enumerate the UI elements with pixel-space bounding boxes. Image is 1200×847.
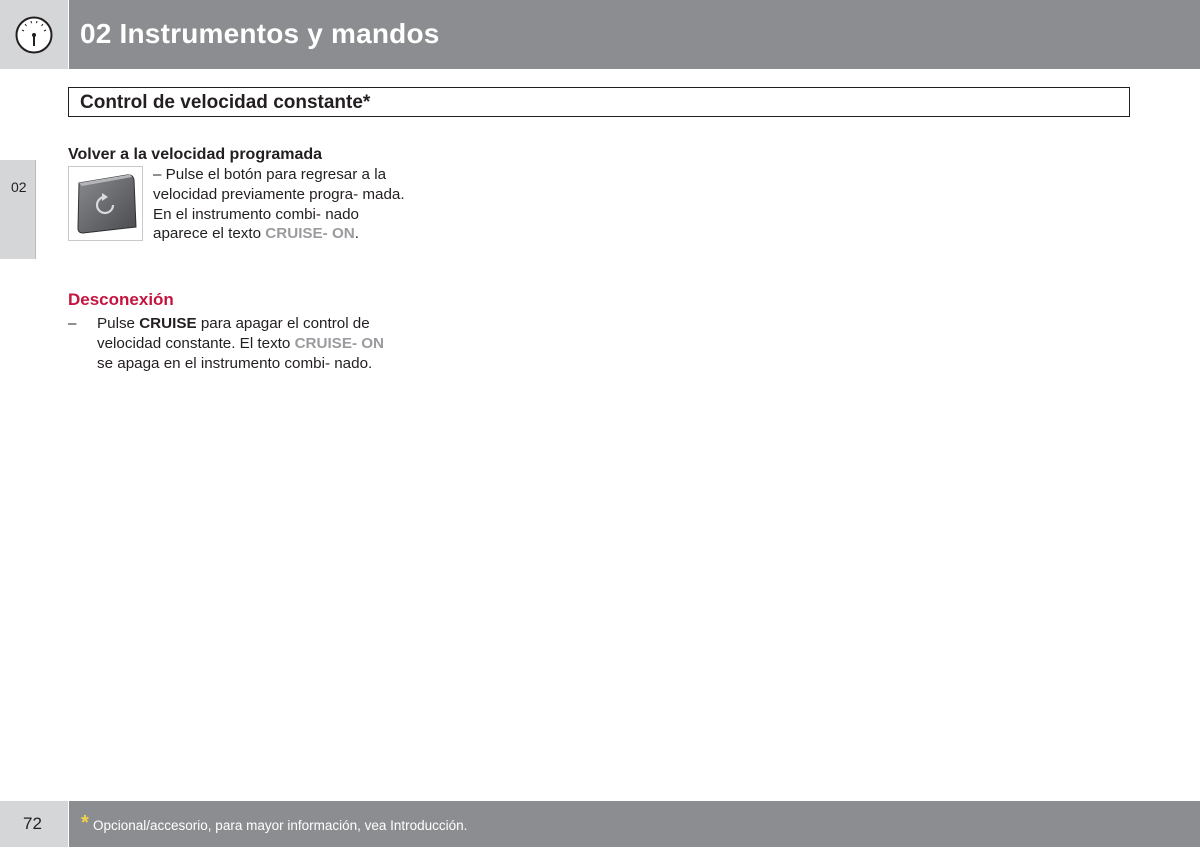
section-title: Control de velocidad constante* bbox=[80, 92, 371, 113]
speedometer-gauge-icon bbox=[15, 16, 53, 54]
disconnect-text-3: se apaga en el instrumento combi- nado. bbox=[97, 354, 373, 372]
resume-text: – Pulse el botón para regresar a la velocidad previamente progra- mada. En el instrumento combi- nado aparece el texto bbox=[153, 166, 405, 243]
page-number: 72 bbox=[23, 814, 42, 833]
disconnect-text-1: Pulse bbox=[97, 315, 140, 332]
resume-instruction bbox=[153, 165, 408, 244]
cruise-button-label: CRUISE bbox=[139, 315, 197, 332]
resume-heading: Volver a la velocidad programada bbox=[68, 146, 323, 163]
disconnect-heading: Desconexión bbox=[68, 290, 174, 309]
chapter-title: 02 Instrumentos y mandos bbox=[80, 18, 440, 49]
footer-page-cell bbox=[0, 801, 68, 847]
disconnect-instruction bbox=[97, 314, 397, 373]
footer-bar bbox=[69, 801, 1200, 847]
cruise-on-indicator-text: CRUISE- ON bbox=[265, 225, 355, 243]
header-icon-cell bbox=[0, 0, 68, 69]
list-dash: – bbox=[68, 315, 77, 332]
disconnect-text-2: para apagar el control de velocidad constante. El texto bbox=[97, 315, 370, 352]
section-title-box bbox=[68, 87, 1130, 117]
resume-arrow-icon bbox=[69, 167, 144, 242]
resume-button-illustration bbox=[68, 166, 143, 241]
footnote-text: Opcional/accesorio, para mayor información, vea Introducción. bbox=[93, 818, 468, 833]
cruise-on-indicator-text: CRUISE- ON bbox=[294, 334, 385, 352]
chapter-side-tab bbox=[0, 160, 36, 259]
chapter-tab-label: 02 bbox=[11, 179, 27, 195]
resume-text-end: . bbox=[354, 225, 359, 243]
footnote-star: * bbox=[81, 812, 89, 834]
chapter-header bbox=[69, 0, 1200, 69]
